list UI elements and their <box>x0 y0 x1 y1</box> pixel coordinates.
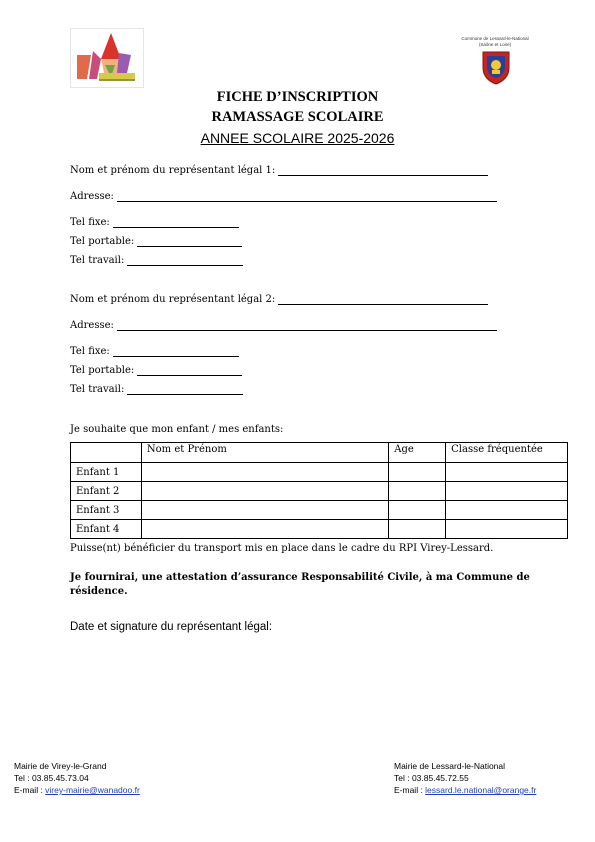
signature-label: Date et signature du représentant légal: <box>70 621 273 633</box>
child-age-cell[interactable] <box>389 501 446 520</box>
child-class-cell[interactable] <box>446 482 568 501</box>
footer-right-email-row <box>394 784 536 796</box>
child-name-cell[interactable] <box>141 463 388 482</box>
child-row-label: Enfant 1 <box>71 463 142 482</box>
table-header-cell: Classe fréquentée <box>446 443 568 463</box>
table-row <box>71 463 568 482</box>
school-year-title: ANNEE SCOLAIRE 2025-2026 <box>200 130 395 146</box>
rep2-address-field[interactable] <box>70 320 500 331</box>
child-class-cell[interactable] <box>446 501 568 520</box>
commune-right-line2: (Saône et Loire) <box>478 42 512 47</box>
rep2-tel-travail-line[interactable] <box>127 385 243 395</box>
rep1-address-field[interactable] <box>70 191 500 202</box>
rep1-tel-fixe-line[interactable] <box>113 218 239 228</box>
footer-left <box>14 760 140 796</box>
children-table <box>70 442 568 539</box>
benefit-text: Puisse(nt) bénéficier du transport mis en place dans le cadre du RPI Virey-Lessard. <box>70 543 494 554</box>
child-class-cell[interactable] <box>446 463 568 482</box>
rep1-tel-portable-line[interactable] <box>137 237 242 247</box>
rep2-name-field[interactable] <box>70 294 500 305</box>
rep2-tel-fixe-label: Tel fixe: <box>70 346 110 357</box>
rep1-tel-fixe-field[interactable] <box>70 217 239 228</box>
rep2-tel-portable-label: Tel portable: <box>70 365 135 376</box>
footer-right-email-link[interactable]: lessard.le.national@orange.fr <box>425 785 537 795</box>
rep2-tel-portable-line[interactable] <box>137 366 242 376</box>
child-name-cell[interactable] <box>141 520 388 539</box>
children-intro: Je souhaite que mon enfant / mes enfants: <box>70 424 284 435</box>
rep2-address-label: Adresse: <box>70 320 114 331</box>
table-row <box>71 501 568 520</box>
rep1-tel-fixe-label: Tel fixe: <box>70 217 110 228</box>
footer-right <box>394 760 536 796</box>
child-row-label: Enfant 2 <box>71 482 142 501</box>
form-title-line2: RAMASSAGE SCOLAIRE <box>211 109 384 125</box>
child-row-label: Enfant 3 <box>71 501 142 520</box>
child-name-cell[interactable] <box>141 482 388 501</box>
rep2-address-line[interactable] <box>117 321 497 331</box>
table-row <box>71 520 568 539</box>
child-name-cell[interactable] <box>141 501 388 520</box>
rep2-tel-fixe-field[interactable] <box>70 346 239 357</box>
rep1-address-line[interactable] <box>117 192 497 202</box>
footer-left-email-link[interactable]: virey-mairie@wanadoo.fr <box>45 785 140 795</box>
virey-logo <box>70 28 144 88</box>
rep2-tel-portable-field[interactable] <box>70 365 242 376</box>
form-title-line1: FICHE D’INSCRIPTION <box>216 89 379 105</box>
child-age-cell[interactable] <box>389 482 446 501</box>
rep1-name-label: Nom et prénom du représentant légal 1: <box>70 165 276 176</box>
table-row <box>71 482 568 501</box>
rep1-tel-portable-field[interactable] <box>70 236 242 247</box>
rep2-tel-travail-label: Tel travail: <box>70 384 125 395</box>
rep1-tel-portable-label: Tel portable: <box>70 236 135 247</box>
coat-of-arms-icon <box>481 50 511 86</box>
child-age-cell[interactable] <box>389 520 446 539</box>
child-class-cell[interactable] <box>446 520 568 539</box>
rep1-address-label: Adresse: <box>70 191 114 202</box>
rep2-tel-fixe-line[interactable] <box>113 347 239 357</box>
rep2-name-label: Nom et prénom du représentant légal 2: <box>70 294 276 305</box>
rep1-name-field[interactable] <box>70 165 500 176</box>
rep1-tel-travail-field[interactable] <box>70 255 243 266</box>
table-header-cell: Age <box>389 443 446 463</box>
footer-right-name: Mairie de Lessard-le-National <box>394 761 506 771</box>
footer-left-email-label: E-mail : <box>14 785 46 795</box>
rep2-name-line[interactable] <box>278 295 488 305</box>
footer-left-tel: Tel : 03.85.45.73.04 <box>14 773 89 783</box>
rep1-tel-travail-line[interactable] <box>127 256 243 266</box>
footer-right-email-label: E-mail : <box>394 785 426 795</box>
child-row-label: Enfant 4 <box>71 520 142 539</box>
commune-right-line1: Commune de Lessard-le-National <box>461 36 529 41</box>
child-age-cell[interactable] <box>389 463 446 482</box>
footer-right-tel: Tel : 03.85.45.72.55 <box>394 773 469 783</box>
footer-left-email-row <box>14 784 140 796</box>
footer-left-name: Mairie de Virey-le-Grand <box>14 761 107 771</box>
table-header-row <box>71 443 568 463</box>
lessard-logo <box>450 36 540 88</box>
insurance-text: Je fournirai, une attestation d’assurance Responsabilité Civile, à ma Commune de résidence. <box>70 572 530 597</box>
rep2-tel-travail-field[interactable] <box>70 384 243 395</box>
table-header-cell <box>71 443 142 463</box>
rep1-tel-travail-label: Tel travail: <box>70 255 125 266</box>
table-header-cell: Nom et Prénom <box>141 443 388 463</box>
rep1-name-line[interactable] <box>278 166 488 176</box>
